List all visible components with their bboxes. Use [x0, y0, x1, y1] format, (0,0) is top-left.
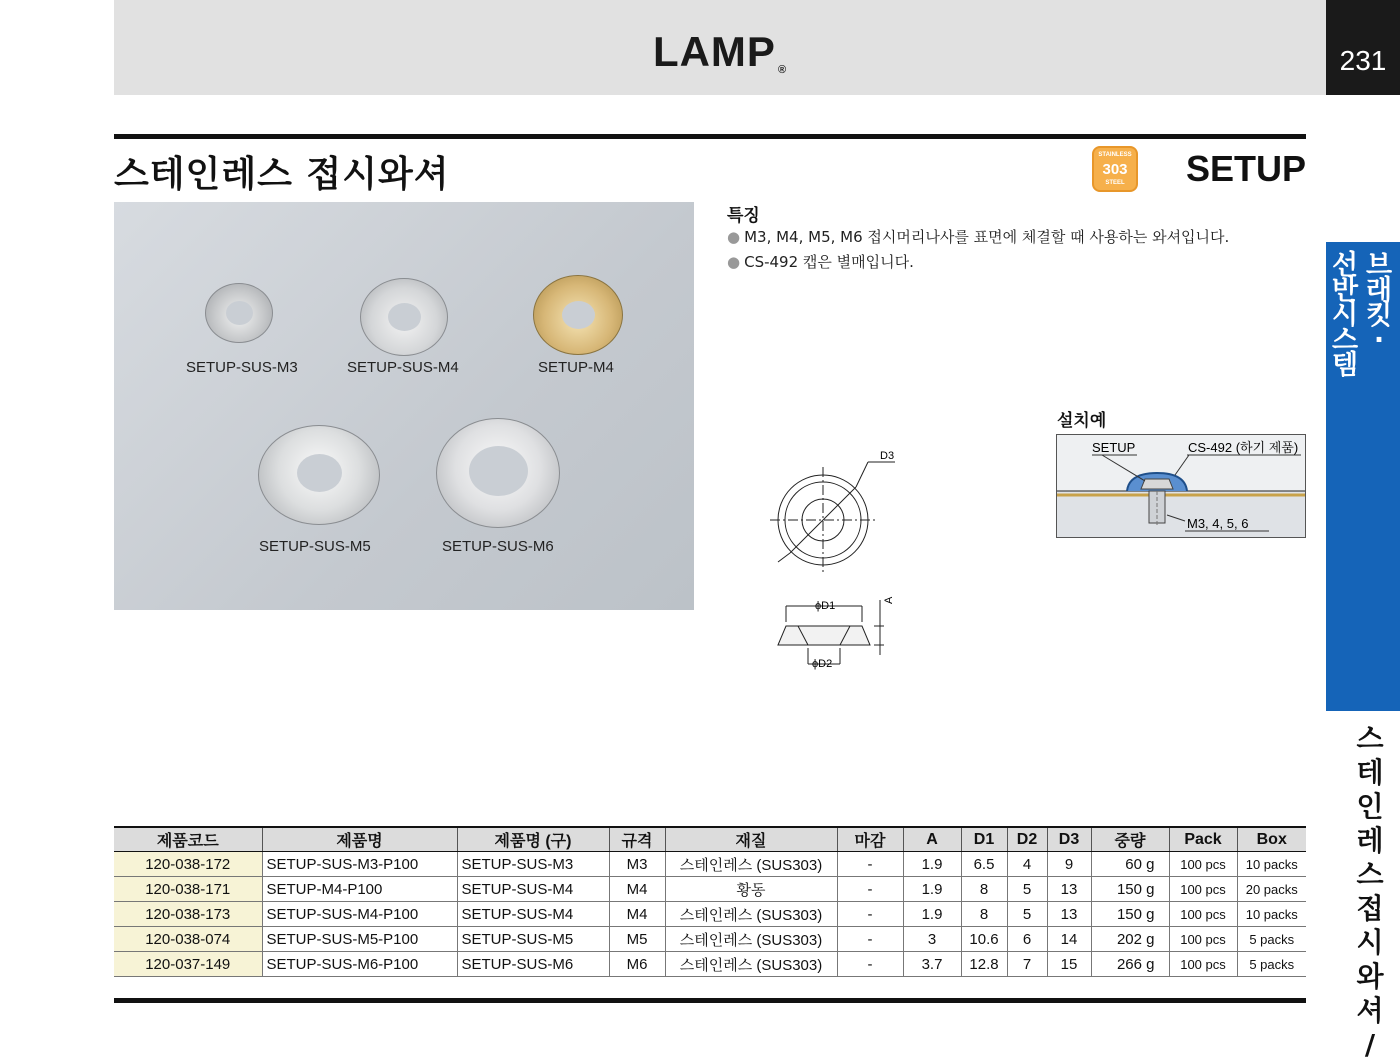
- table-cell: 5 packs: [1237, 952, 1306, 977]
- photo-label-m6: SETUP-SUS-M6: [442, 538, 554, 555]
- drawing-label-a: A: [883, 596, 895, 604]
- table-cell: SETUP-SUS-M6: [457, 952, 609, 977]
- washer-m6-image: [436, 418, 560, 528]
- table-cell: -: [837, 927, 903, 952]
- table-cell: SETUP-SUS-M3: [457, 852, 609, 877]
- table-cell: SETUP-SUS-M3-P100: [262, 852, 457, 877]
- table-cell: 100 pcs: [1169, 927, 1237, 952]
- table-cell: 6.5: [961, 852, 1007, 877]
- table-cell: 8: [961, 902, 1007, 927]
- photo-label-m5: SETUP-SUS-M5: [259, 538, 371, 555]
- brand-logo: LAMP ®: [652, 28, 788, 76]
- table-cell: M4: [609, 877, 665, 902]
- table-cell: 100 pcs: [1169, 952, 1237, 977]
- table-cell: 6: [1007, 927, 1047, 952]
- table-cell: SETUP-SUS-M5: [457, 927, 609, 952]
- table-cell: 1.9: [903, 852, 961, 877]
- table-cell: 266 g: [1091, 952, 1169, 977]
- table-cell: SETUP-M4-P100: [262, 877, 457, 902]
- table-cell: 10.6: [961, 927, 1007, 952]
- installation-drawing: [1057, 435, 1305, 537]
- col-header: D2: [1007, 827, 1047, 852]
- col-header: 제품명: [262, 827, 457, 852]
- washer-brass-m4-image: [533, 275, 623, 355]
- col-header: A: [903, 827, 961, 852]
- table-cell: 10 packs: [1237, 902, 1306, 927]
- feature-item: ● CS-492 캡은 별매입니다.: [727, 253, 914, 271]
- sidebar-category-col1: 브 래 킷 ·: [1365, 250, 1393, 356]
- photo-label-m4: SETUP-M4: [538, 359, 614, 376]
- product-code: SETUP: [1186, 148, 1307, 189]
- table-cell: -: [837, 877, 903, 902]
- table-cell: 스테인레스 (SUS303): [665, 927, 837, 952]
- washer-sus-m4-image: [360, 278, 448, 356]
- title-rule: [114, 134, 1306, 139]
- table-row: [114, 877, 1306, 902]
- table-row: [114, 927, 1306, 952]
- photo-label-sus-m4: SETUP-SUS-M4: [347, 359, 459, 376]
- col-header: 규격: [609, 827, 665, 852]
- table-cell: 120-038-172: [114, 852, 262, 877]
- table-cell: SETUP-SUS-M5-P100: [262, 927, 457, 952]
- col-header: Pack: [1169, 827, 1237, 852]
- table-cell: 4: [1007, 852, 1047, 877]
- table-cell: SETUP-SUS-M4-P100: [262, 902, 457, 927]
- photo-label-m3: SETUP-SUS-M3: [186, 359, 298, 376]
- table-cell: 100 pcs: [1169, 852, 1237, 877]
- table-cell: 120-038-074: [114, 927, 262, 952]
- table-cell: 스테인레스 (SUS303): [665, 902, 837, 927]
- table-cell: 3.7: [903, 952, 961, 977]
- installation-diagram: [1056, 434, 1306, 538]
- table-cell: SETUP-SUS-M4: [457, 877, 609, 902]
- col-header: D3: [1047, 827, 1091, 852]
- table-cell: 150 g: [1091, 877, 1169, 902]
- col-header: 마감: [837, 827, 903, 852]
- drawing-label-d1: ϕD1: [815, 600, 836, 612]
- install-label-screw: M3, 4, 5, 6: [1187, 516, 1249, 531]
- table-cell: 3: [903, 927, 961, 952]
- feature-item: ● M3, M4, M5, M6 접시머리나사를 표면에 체결할 때 사용하는 와셔입니다.: [727, 228, 1230, 246]
- table-cell: 15: [1047, 952, 1091, 977]
- table-cell: -: [837, 852, 903, 877]
- table-cell: 10 packs: [1237, 852, 1306, 877]
- table-cell: -: [837, 952, 903, 977]
- table-cell: 13: [1047, 902, 1091, 927]
- sidebar-category-col2: 선 반 시 스 템: [1331, 250, 1359, 381]
- table-row: [114, 952, 1306, 977]
- install-label-setup: SETUP: [1092, 440, 1136, 455]
- table-cell: 8: [961, 877, 1007, 902]
- sidebar-category-tab[interactable]: [1326, 242, 1400, 711]
- page-number: 231: [1339, 45, 1387, 76]
- table-cell: 100 pcs: [1169, 877, 1237, 902]
- table-cell: 5: [1007, 877, 1047, 902]
- install-label-cap: CS-492 (하기 제품): [1188, 440, 1299, 455]
- page-title: 스테인레스 접시와셔: [114, 154, 450, 195]
- col-header: 중량: [1091, 827, 1169, 852]
- table-cell: 1.9: [903, 877, 961, 902]
- bottom-rule: [114, 998, 1306, 1003]
- table-cell: 5: [1007, 902, 1047, 927]
- sidebar-current-section: 스 테 인 레 스 접 시 와 셔 /: [1356, 722, 1384, 1061]
- table-cell: SETUP-SUS-M4: [457, 902, 609, 927]
- table-cell: 120-037-149: [114, 952, 262, 977]
- table-cell: 7: [1007, 952, 1047, 977]
- table-cell: 120-038-173: [114, 902, 262, 927]
- table-cell: 스테인레스 (SUS303): [665, 952, 837, 977]
- col-header: 재질: [665, 827, 837, 852]
- table-cell: 스테인레스 (SUS303): [665, 852, 837, 877]
- table-cell: 황동: [665, 877, 837, 902]
- table-cell: 1.9: [903, 902, 961, 927]
- technical-drawing: [760, 440, 910, 680]
- col-header: D1: [961, 827, 1007, 852]
- washer-m5-image: [258, 425, 380, 525]
- product-photo: [114, 202, 694, 610]
- table-cell: 9: [1047, 852, 1091, 877]
- spec-table: [114, 826, 1306, 977]
- table-cell: 14: [1047, 927, 1091, 952]
- washer-m3-image: [205, 283, 273, 343]
- installation-heading: 설치예: [1057, 411, 1107, 431]
- table-cell: 120-038-171: [114, 877, 262, 902]
- page-header: [114, 0, 1326, 95]
- table-row: [114, 852, 1306, 877]
- table-cell: 60 g: [1091, 852, 1169, 877]
- table-cell: M5: [609, 927, 665, 952]
- table-cell: M4: [609, 902, 665, 927]
- table-cell: 5 packs: [1237, 927, 1306, 952]
- col-header: 제품명 (구): [457, 827, 609, 852]
- page-number-box: [1326, 0, 1400, 95]
- table-cell: SETUP-SUS-M6-P100: [262, 952, 457, 977]
- table-cell: 20 packs: [1237, 877, 1306, 902]
- table-cell: 13: [1047, 877, 1091, 902]
- table-cell: 150 g: [1091, 902, 1169, 927]
- table-cell: M6: [609, 952, 665, 977]
- stainless-303-badge-icon: STAINLESS 303 STEEL: [1092, 146, 1138, 192]
- drawing-label-d3: D3: [880, 450, 895, 462]
- table-row: [114, 902, 1306, 927]
- table-cell: 100 pcs: [1169, 902, 1237, 927]
- table-header-row: [114, 827, 1306, 852]
- table-cell: M3: [609, 852, 665, 877]
- col-header: 제품코드: [114, 827, 262, 852]
- drawing-label-d2: ϕD2: [812, 658, 833, 670]
- table-cell: 12.8: [961, 952, 1007, 977]
- table-cell: 202 g: [1091, 927, 1169, 952]
- features-heading: 특징: [727, 206, 760, 226]
- table-cell: -: [837, 902, 903, 927]
- col-header: Box: [1237, 827, 1306, 852]
